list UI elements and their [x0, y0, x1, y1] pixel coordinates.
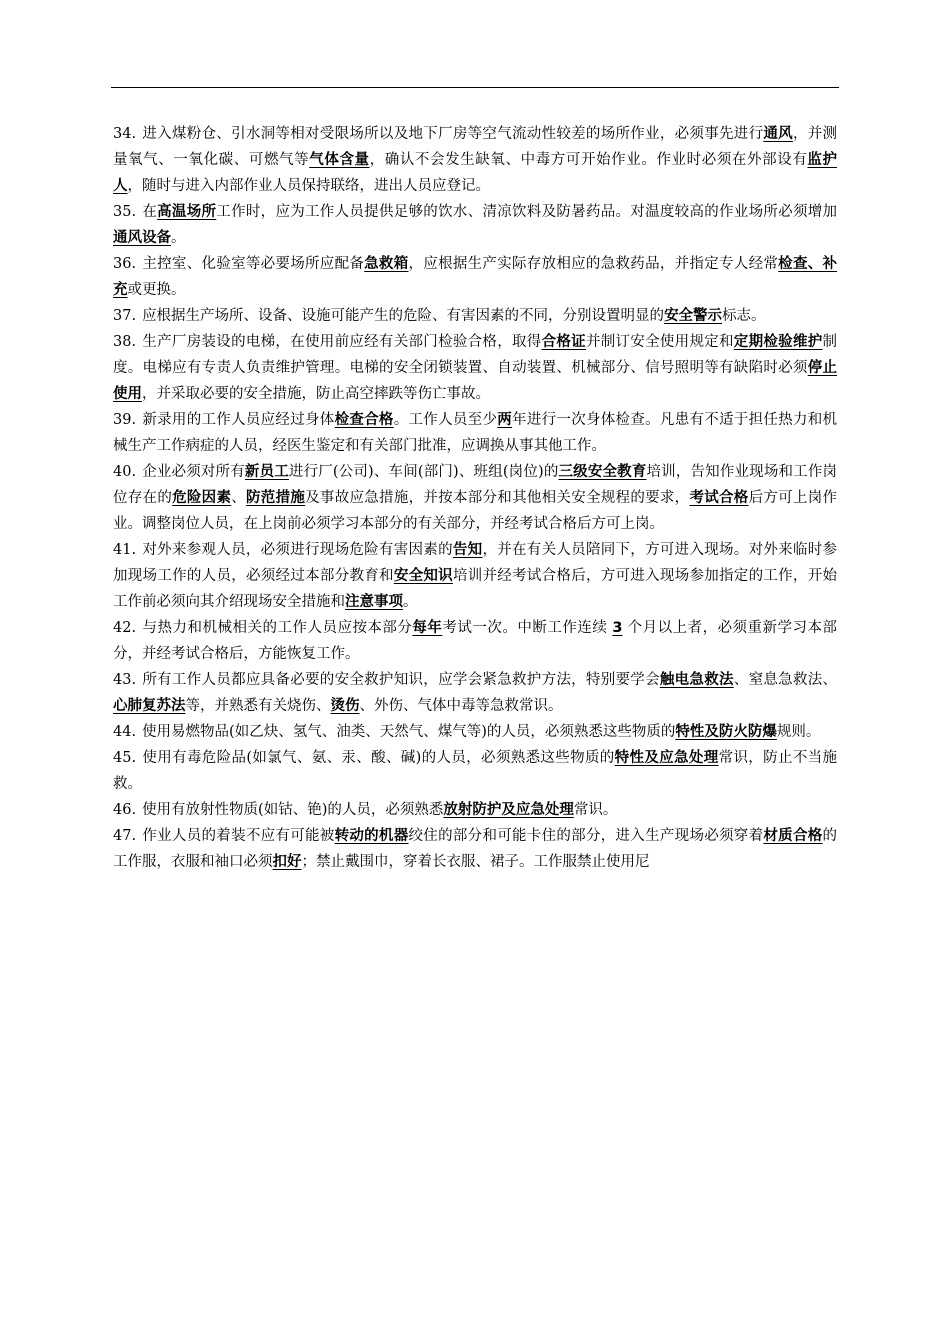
clause-text: 制度。电梯应有专责人负责维护管理。电梯的安全闭锁装置、自动装置、机械部分、信号照明等有缺陷时必须 [113, 334, 838, 376]
clause-text: 及事故应急措施，并按本部分和其他相关安全规程的要求， [305, 490, 690, 506]
answer-blank: 通风设备 [113, 230, 171, 246]
clause-text: ，应根据生产实际存放相应的急救药品，并指定专人经常 [408, 256, 779, 272]
clause-text: 新录用的工作人员应经过身体 [142, 412, 335, 428]
clause-text: ，随时与进入内部作业人员保持联络，进出人员应登记。 [127, 178, 490, 194]
clause-text: 培训并经考试合格后，方可进入现场参加指定的工作，开始工作前必须向其介绍现场安全措施和 [113, 568, 837, 610]
answer-blank: 注意事项 [345, 594, 403, 610]
answer-blank: 材质合格 [763, 828, 823, 844]
clause-text: 或更换。 [127, 282, 186, 298]
clause-text: 个月以上者，必须重新学习本部分，并经考试合格后，方能恢复工作。 [113, 620, 838, 662]
clause-text: 并制订安全使用规定和 [585, 334, 734, 350]
clause-paragraph [113, 537, 837, 615]
clause-text: 绞住的部分和可能卡住的部分，进入生产现场必须穿着 [408, 828, 764, 844]
answer-blank: 高温场所 [157, 204, 217, 220]
clause-paragraph [113, 251, 837, 303]
clause-text: ，并测量氧气、一氧化碳、可燃气等 [113, 126, 838, 168]
clause-text: 、外伤、气体中毒等急救常识。 [359, 698, 563, 714]
answer-blank: 告知 [452, 542, 483, 558]
clause-text: 考试一次。中断工作连续 [442, 620, 613, 636]
clause-text: 后方可上岗作业。调整岗位人员，在上岗前必须学习本部分的有关部分，并经考试合格后方可上岗。 [113, 490, 837, 532]
answer-blank: 检查合格 [334, 412, 394, 428]
answer-blank: 监护人 [113, 152, 838, 194]
clause-number: 34. [113, 126, 137, 142]
answer-blank: 3 [612, 620, 623, 636]
clause-text: 进行厂(公司)、车间(部门)、班组(岗位)的 [288, 464, 559, 480]
clause-text: 规则。 [776, 724, 821, 740]
clause-number: 36. [113, 256, 137, 272]
answer-blank: 防范措施 [246, 490, 306, 506]
clause-text: 作业人员的着装不应有可能被 [142, 828, 335, 844]
clause-text: 标志。 [722, 308, 766, 324]
clause-number: 46. [113, 802, 137, 818]
clause-text: 在 [142, 204, 158, 220]
answer-blank: 合格证 [541, 334, 586, 350]
clause-number: 45. [113, 750, 137, 766]
clause-paragraph [113, 797, 837, 823]
clause-text: 培训，告知作业现场和工作岗位存在的 [113, 464, 838, 506]
answer-blank: 检查、补充 [113, 256, 838, 298]
answer-blank: 停止使用 [113, 360, 837, 402]
clause-text: 使用有毒危险品(如氯气、氨、汞、酸、碱)的人员，必须熟悉这些物质的 [142, 750, 615, 766]
clause-paragraph [113, 303, 837, 329]
clause-paragraph [113, 329, 837, 407]
clause-number: 35. [113, 204, 137, 220]
clause-text: 所有工作人员都应具备必要的安全救护知识，应学会紧急救护方法，特别要学会 [142, 672, 660, 688]
answer-blank: 危险因素 [172, 490, 232, 506]
answer-blank: 定期检验维护 [733, 334, 823, 350]
clause-number: 47. [113, 828, 137, 844]
clause-text: 。 [403, 594, 418, 610]
clause-text: 使用有放射性物质(如钴、铯)的人员，必须熟悉 [142, 802, 444, 818]
clause-text: 对外来参观人员，必须进行现场危险有害因素的 [142, 542, 453, 558]
clause-number: 42. [113, 620, 137, 636]
clause-paragraph [113, 407, 837, 459]
answer-blank: 两 [497, 412, 513, 428]
clause-paragraph [113, 459, 837, 537]
answer-blank: 扣好 [272, 854, 302, 870]
answer-blank: 安全警示 [664, 308, 723, 324]
clause-number: 39. [113, 412, 137, 428]
clause-text: 年进行一次身体检查。凡患有不适于担任热力和机械生产工作病症的人员，经医生鉴定和有关部门批准，应调换从事其他工作。 [113, 412, 838, 454]
clause-text: 。 [171, 230, 186, 246]
answer-blank: 特性及防火防爆 [675, 724, 777, 740]
clause-paragraph [113, 121, 837, 199]
clause-number: 43. [113, 672, 137, 688]
answer-blank: 每年 [412, 620, 443, 636]
clause-text: 主控室、化验室等必要场所应配备 [142, 256, 365, 272]
clause-text: ，并采取必要的安全措施，防止高空摔跌等伤亡事故。 [142, 386, 490, 402]
clause-number: 44. [113, 724, 137, 740]
clause-paragraph [113, 667, 837, 719]
clause-text: 等，并熟悉有关烧伤、 [185, 698, 331, 714]
clause-number: 41. [113, 542, 137, 558]
clause-paragraph [113, 719, 837, 745]
clause-paragraph [113, 823, 837, 875]
answer-blank: 急救箱 [364, 256, 409, 272]
answer-blank: 放射防护及应急处理 [443, 802, 574, 818]
clause-text: 进入煤粉仓、引水洞等相对受限场所以及地下厂房等空气流动性较差的场所作业，必须事先进行 [142, 126, 764, 142]
answer-blank: 通风 [763, 126, 793, 142]
clause-text: 、窒息急救法、 [733, 672, 838, 688]
clause-text: 的工作服，衣服和袖口必须 [113, 828, 838, 870]
clause-number: 40. [113, 464, 137, 480]
clause-paragraph [113, 745, 837, 797]
header-rule [111, 87, 839, 88]
clause-text: 企业必须对所有 [142, 464, 245, 480]
answer-blank: 转动的机器 [334, 828, 409, 844]
clause-text: 。工作人员至少 [393, 412, 498, 428]
clause-text: 生产厂房装设的电梯，在使用前应经有关部门检验合格，取得 [142, 334, 542, 350]
answer-blank: 三级安全教育 [558, 464, 647, 480]
clause-text: 工作时，应为工作人员提供足够的饮水、清凉饮料及防暑药品。对温度较高的作业场所必须增加 [216, 204, 838, 220]
clause-text: ，确认不会发生缺氧、中毒方可开始作业。作业时必须在外部设有 [369, 152, 808, 168]
answer-blank: 触电急救法 [659, 672, 734, 688]
clause-paragraph [113, 615, 837, 667]
clause-paragraph [113, 199, 837, 251]
clause-text: 常识，防止不当施救。 [113, 750, 838, 792]
clause-text: 应根据生产场所、设备、设施可能产生的危险、有害因素的不同，分别设置明显的 [142, 308, 665, 324]
answer-blank: 考试合格 [689, 490, 749, 506]
clause-text: 使用易燃物品(如乙炔、氢气、油类、天然气、煤气等)的人员，必须熟悉这些物质的 [142, 724, 676, 740]
answer-blank: 心肺复苏法 [113, 698, 186, 714]
clause-text: ，并在有关人员陪同下，方可进入现场。对外来临时参加现场工作的人员，必须经过本部分教育和 [113, 542, 838, 584]
answer-blank: 特性及应急处理 [614, 750, 719, 766]
document-body [113, 121, 837, 875]
clause-text: ；禁止戴围巾，穿着长衣服、裙子。工作服禁止使用尼 [301, 854, 650, 870]
clause-text: 、 [231, 490, 247, 506]
clause-number: 38. [113, 334, 137, 350]
answer-blank: 气体含量 [309, 152, 370, 168]
answer-blank: 安全知识 [393, 568, 453, 584]
clause-text: 与热力和机械相关的工作人员应按本部分 [142, 620, 413, 636]
clause-number: 37. [113, 308, 137, 324]
answer-blank: 烫伤 [330, 698, 360, 714]
clause-text: 常识。 [573, 802, 618, 818]
answer-blank: 新员工 [244, 464, 289, 480]
